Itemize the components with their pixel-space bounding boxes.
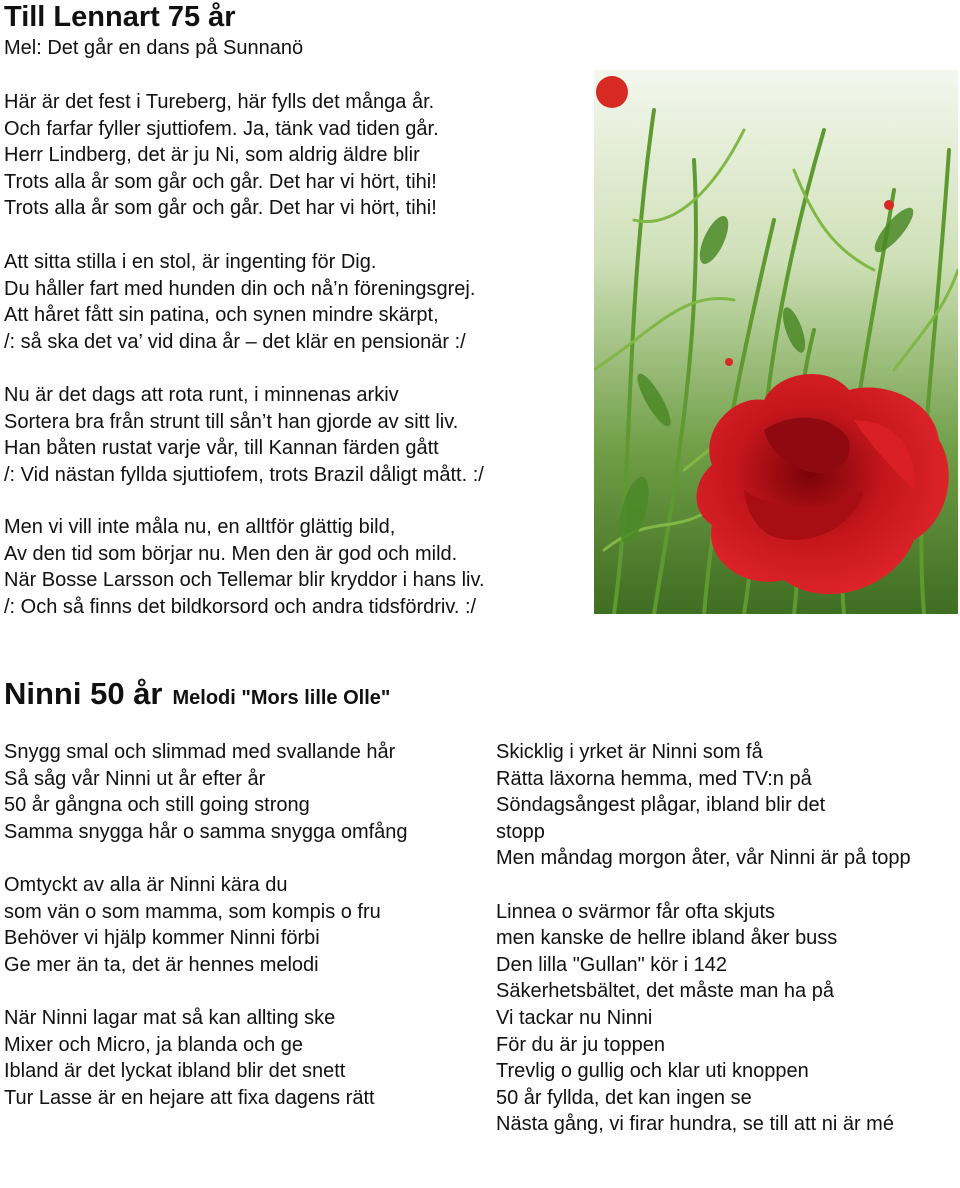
ninni-stanza	[496, 739, 936, 872]
song-title-lennart: Till Lennart 75 år	[4, 1, 236, 33]
lyric-line: 50 år gångna och still going strong	[4, 794, 310, 817]
ninni-stanza	[4, 872, 444, 978]
lyric-line: Nu är det dags att rota runt, i minnenas arkiv	[4, 384, 399, 406]
rose-illustration	[594, 70, 958, 614]
lyric-line: Trots alla år som går och går. Det har vi hört, tihi!	[4, 197, 437, 220]
ninni-stanza	[496, 899, 936, 1138]
lyric-line: Samma snygga hår o samma snygga omfång	[4, 820, 408, 843]
lyric-line: Mixer och Micro, ja blanda och ge	[4, 1033, 304, 1056]
lyric-line: Trevlig o gullig och klar uti knoppen	[496, 1060, 809, 1083]
stanza-4	[4, 514, 594, 620]
song-melody-ninni: Melodi "Mors lille Olle"	[172, 687, 391, 709]
lyric-line: Tur Lasse är en hejare att fixa dagens rätt	[4, 1086, 375, 1109]
ninni-stanza	[4, 739, 444, 845]
ninni-left-column	[4, 739, 444, 1111]
lyric-line: Att sitta stilla i en stol, är ingenting för Dig.	[4, 251, 377, 273]
lyric-line: Av den tid som börjar nu. Men den är god och mild.	[4, 542, 458, 565]
stanza-1	[4, 89, 594, 222]
lyric-line: men kanske de hellre ibland åker buss	[496, 927, 838, 950]
lyric-line: Du håller fart med hunden din och nå’n föreningsgrej.	[4, 277, 476, 300]
lyric-line: Skicklig i yrket är Ninni som få	[496, 741, 763, 763]
lyric-line: Och farfar fyller sjuttiofem. Ja, tänk vad tiden går.	[4, 117, 439, 140]
lyric-line: Rätta läxorna hemma, med TV:n på	[496, 767, 812, 790]
lyric-line: Omtyckt av alla är Ninni kära du	[4, 873, 288, 896]
lyric-line: Trots alla år som går och går. Det har vi hört, tihi!	[4, 170, 437, 193]
song-heading-ninni	[4, 676, 390, 712]
lyric-line: Herr Lindberg, det är ju Ni, som aldrig äldre blir	[4, 144, 420, 167]
lyric-line: Han båten rustat varje vår, till Kannan färden gått	[4, 437, 439, 460]
lyric-line: Behöver vi hjälp kommer Ninni förbi	[4, 927, 320, 950]
lyric-line: För du är ju toppen	[496, 1033, 665, 1056]
lyric-line: Linnea o svärmor får ofta skjuts	[496, 900, 776, 923]
lyric-line: När Ninni lagar mat så kan allting ske	[4, 1006, 336, 1029]
lyric-line: Ge mer än ta, det är hennes melodi	[4, 953, 319, 976]
lyric-line: Ibland är det lyckat ibland blir det snett	[4, 1060, 346, 1083]
lyric-line: Vi tackar nu Ninni	[496, 1006, 653, 1029]
rose-photo	[594, 70, 958, 614]
lyric-line: Sortera bra från strunt till sån’t han gjorde av sitt liv.	[4, 410, 459, 433]
lyric-line: Söndagsångest plågar, ibland blir det stopp	[496, 794, 826, 843]
lyric-line: När Bosse Larsson och Tellemar blir kryddor i hans liv.	[4, 569, 485, 592]
lyric-line: /: Och så finns det bildkorsord och andra tidsfördriv. :/	[4, 595, 477, 618]
lyric-line: Nästa gång, vi firar hundra, se till att ni är mé	[496, 1113, 894, 1136]
lyric-line: Så såg vår Ninni ut år efter år	[4, 767, 266, 790]
lyric-line: /: så ska det va’ vid dina år – det klär en pensionär :/	[4, 330, 466, 353]
lyric-line: Här är det fest i Tureberg, här fylls det många år.	[4, 91, 435, 113]
ninni-right-column	[496, 739, 936, 1138]
lyric-line: Men måndag morgon åter, vår Ninni är på topp	[496, 847, 911, 870]
song-title-ninni: Ninni 50 år	[4, 676, 163, 711]
lyric-line: Men vi vill inte måla nu, en alltför glättig bild,	[4, 516, 396, 538]
ninni-stanza	[4, 1005, 444, 1111]
lyric-line: Säkerhetsbältet, det måste man ha på	[496, 980, 834, 1003]
lyric-line: Att håret fått sin patina, och synen mindre skärpt,	[4, 304, 439, 327]
lyric-line: Snygg smal och slimmad med svallande hår	[4, 741, 396, 763]
stanza-3	[4, 382, 594, 488]
lyric-line: som vän o som mamma, som kompis o fru	[4, 900, 381, 923]
lyric-line: Den lilla "Gullan" kör i 142	[496, 953, 727, 976]
song-melody-lennart: Mel: Det går en dans på Sunnanö	[4, 37, 304, 59]
lyric-line: /: Vid nästan fyllda sjuttiofem, trots Brazil dåligt mått. :/	[4, 463, 484, 486]
stanza-2	[4, 249, 594, 355]
lyric-line: 50 år fyllda, det kan ingen se	[496, 1086, 752, 1109]
